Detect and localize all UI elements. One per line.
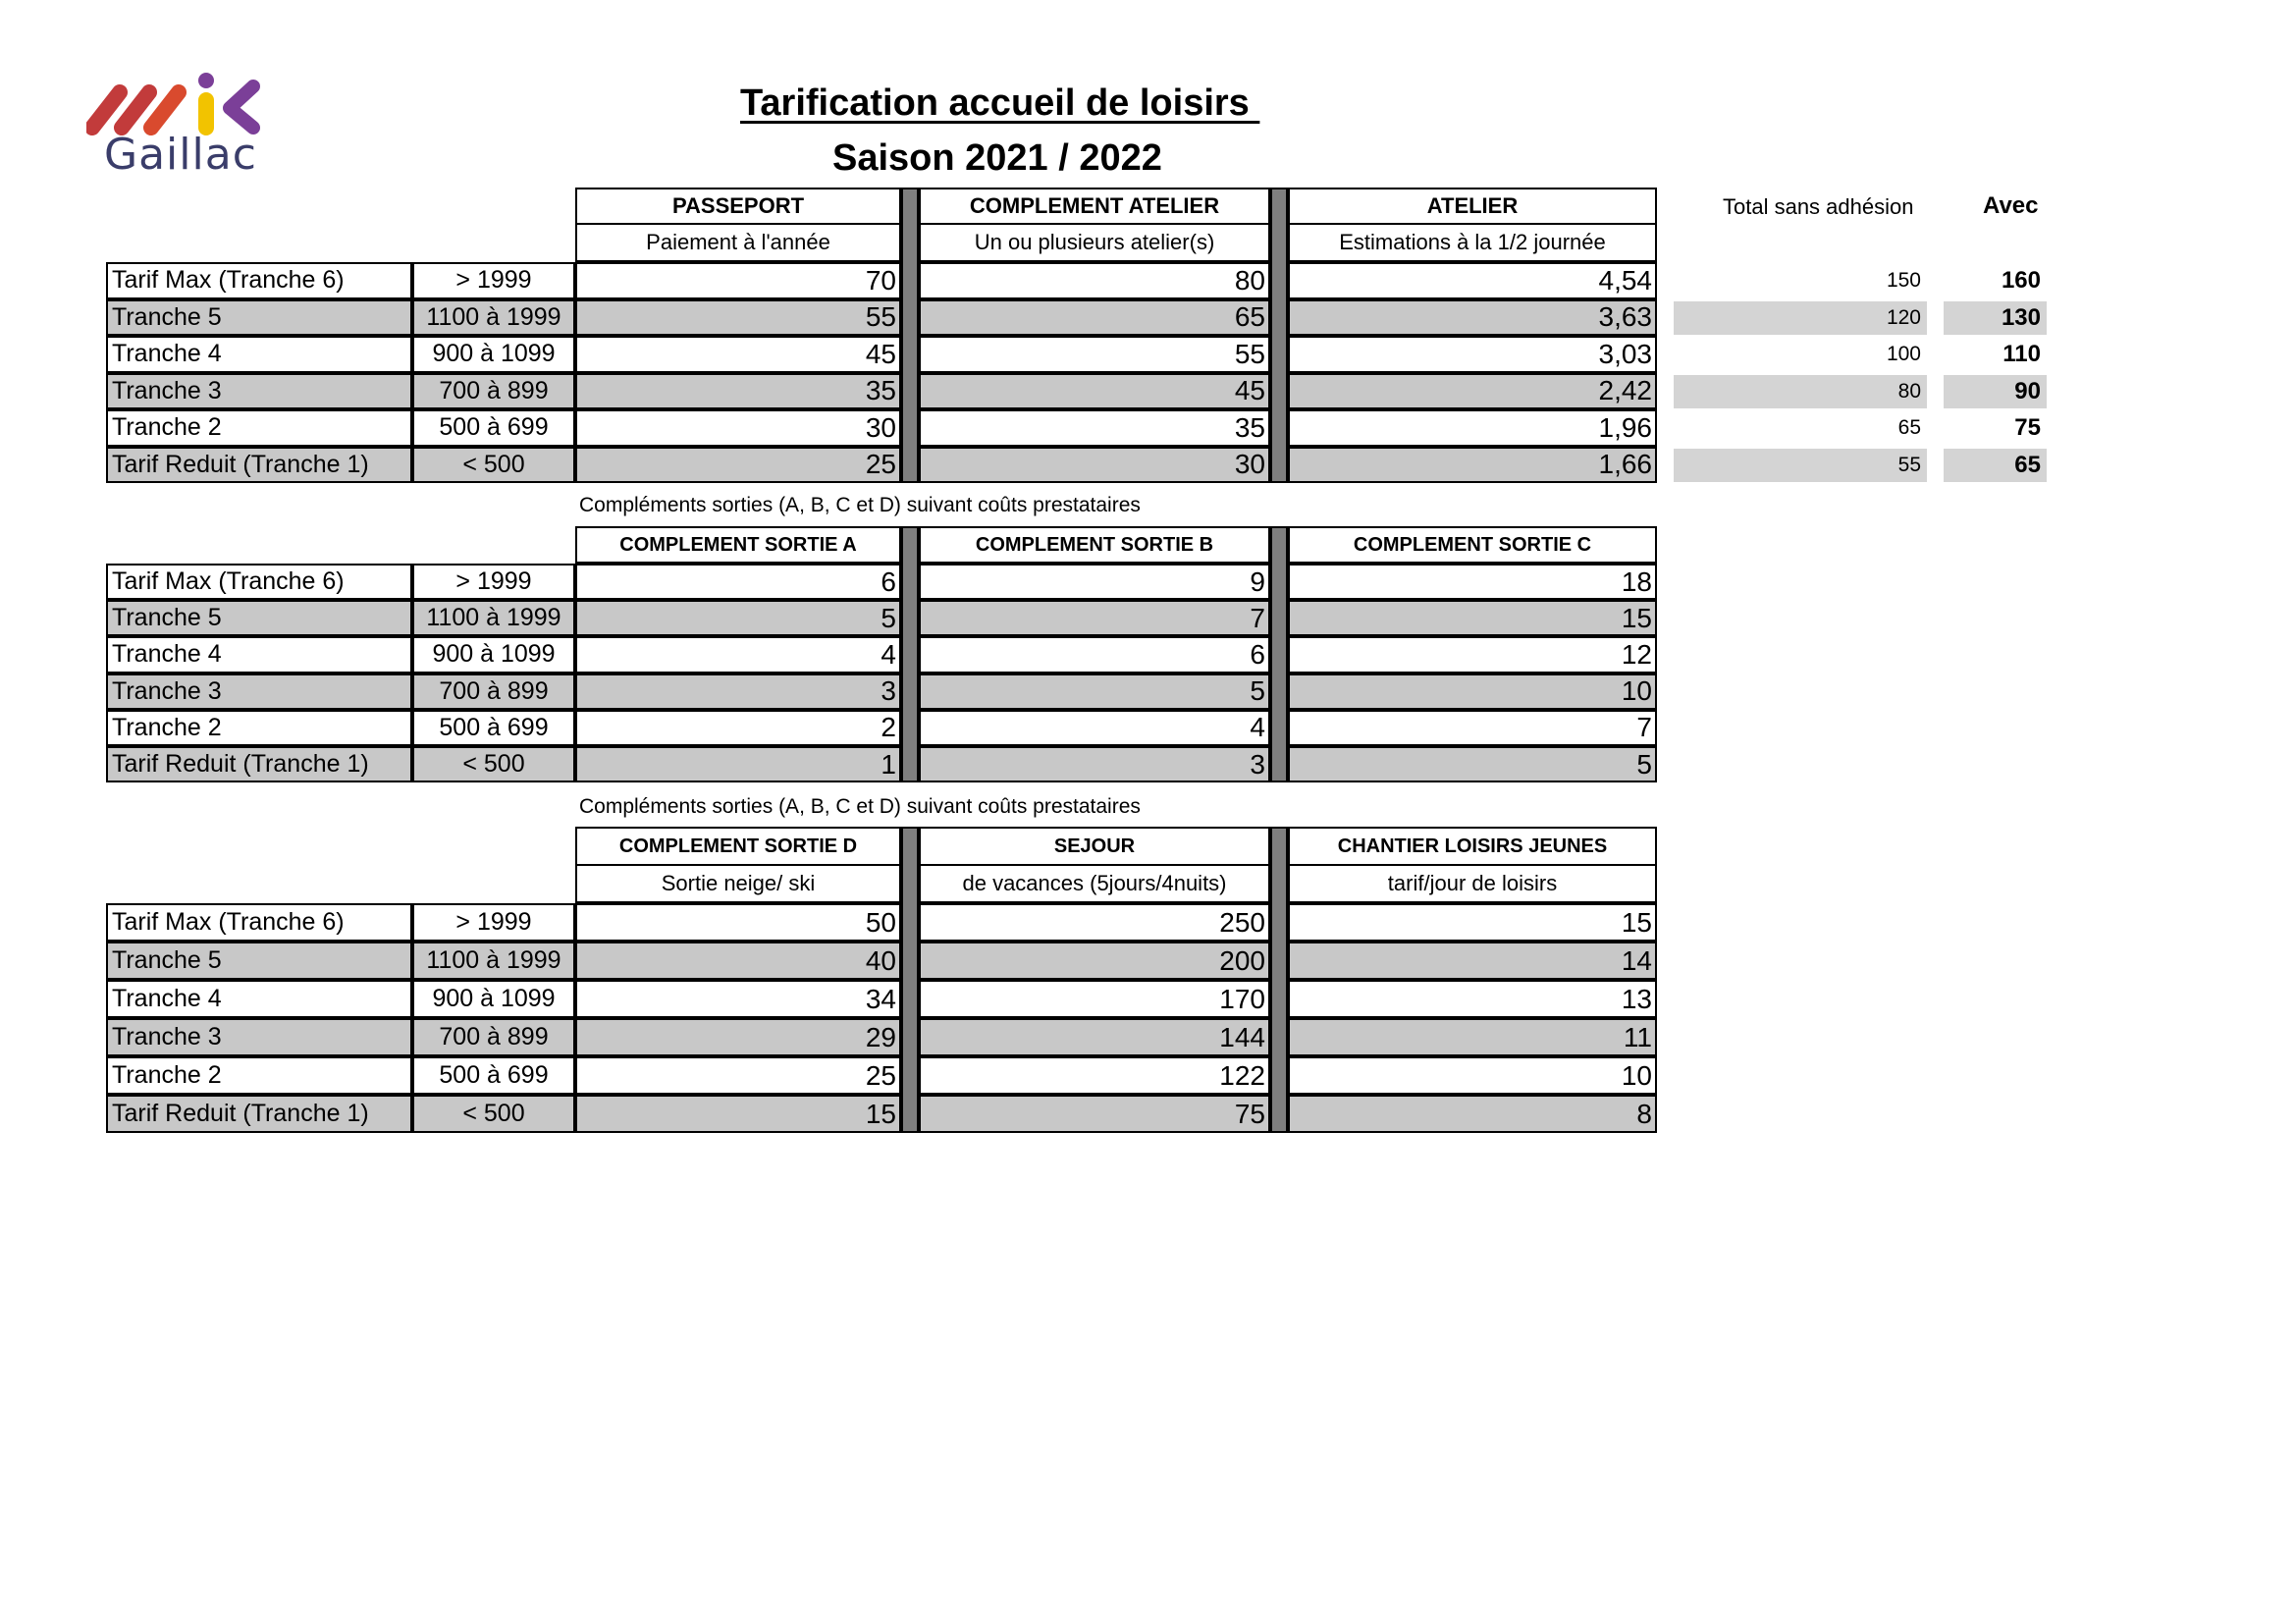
table1-row-range: > 1999 — [412, 262, 575, 299]
table3-value-cell: 10 — [1288, 1056, 1657, 1095]
avec-value: 160 — [2001, 267, 2041, 294]
table1-value-cell: 30 — [575, 409, 901, 447]
table3-value-cell: 13 — [1288, 980, 1657, 1018]
table3-header-1: COMPLEMENT SORTIE D — [575, 827, 901, 866]
table3-row-range: > 1999 — [412, 903, 575, 942]
table2-row-range: > 1999 — [412, 564, 575, 600]
table2-row-label: Tranche 3 — [106, 673, 412, 710]
table2-value-cell: 2 — [575, 710, 901, 746]
table3-value-cell: 25 — [575, 1056, 901, 1095]
total-sans-adhesion-value: 65 — [1897, 416, 1921, 439]
table2-column-separator — [1270, 526, 1288, 782]
table2-value-cell: 4 — [919, 710, 1270, 746]
table2-column-separator — [901, 526, 919, 782]
table3-value-cell: 11 — [1288, 1018, 1657, 1056]
total-sans-adhesion-value: 150 — [1886, 269, 1921, 292]
table1-header-2: COMPLEMENT ATELIER — [919, 188, 1270, 225]
table3-row-label: Tranche 5 — [106, 942, 412, 980]
table2-row-label: Tranche 5 — [106, 600, 412, 636]
total-sans-adhesion-value: 120 — [1674, 301, 1927, 335]
table1-value-cell: 4,54 — [1288, 262, 1657, 299]
avec-value: 75 — [2014, 414, 2041, 441]
table1-value-cell: 3,03 — [1288, 336, 1657, 373]
table3-value-cell: 144 — [919, 1018, 1270, 1056]
avec-value: 90 — [1944, 375, 2047, 408]
table3-row-range: < 500 — [412, 1095, 575, 1133]
table3-value-cell: 8 — [1288, 1095, 1657, 1133]
table1-header-1: PASSEPORT — [575, 188, 901, 225]
table1-row-label: Tarif Reduit (Tranche 1) — [106, 447, 412, 484]
table2-header-3: COMPLEMENT SORTIE C — [1288, 526, 1657, 564]
total-sans-adhesion-value: 100 — [1886, 343, 1921, 365]
table3-row-range: 500 à 699 — [412, 1056, 575, 1095]
table2-row-label: Tranche 2 — [106, 710, 412, 746]
table3-value-cell: 29 — [575, 1018, 901, 1056]
table2-value-cell: 18 — [1288, 564, 1657, 600]
table2-value-cell: 9 — [919, 564, 1270, 600]
table1-value-cell: 35 — [919, 409, 1270, 447]
table2-value-cell: 4 — [575, 636, 901, 673]
table3-value-cell: 14 — [1288, 942, 1657, 980]
table1-subheader-2: Un ou plusieurs atelier(s) — [919, 223, 1270, 262]
table2-value-cell: 6 — [919, 636, 1270, 673]
total-sans-adhesion-value: 55 — [1674, 449, 1927, 482]
table3-header-2: SEJOUR — [919, 827, 1270, 866]
avec-value: 110 — [2002, 341, 2041, 367]
table2-row-range: 500 à 699 — [412, 710, 575, 746]
table2-row-label: Tarif Max (Tranche 6) — [106, 564, 412, 600]
table3-subheader-2: de vacances (5jours/4nuits) — [919, 864, 1270, 903]
table1-value-cell: 80 — [919, 262, 1270, 299]
table1-row-range: 1100 à 1999 — [412, 299, 575, 337]
table1-row-range: 500 à 699 — [412, 409, 575, 447]
table1-row-label: Tranche 4 — [106, 336, 412, 373]
table1-row-range: 900 à 1099 — [412, 336, 575, 373]
table2-value-cell: 7 — [1288, 710, 1657, 746]
note-complements-2: Compléments sorties (A, B, C et D) suivant coûts prestataires — [579, 795, 1141, 818]
table2-value-cell: 15 — [1288, 600, 1657, 636]
table1-value-cell: 3,63 — [1288, 299, 1657, 337]
table2-row-range: 700 à 899 — [412, 673, 575, 710]
table1-row-label: Tranche 5 — [106, 299, 412, 337]
table2-row-range: 1100 à 1999 — [412, 600, 575, 636]
avec-header: Avec — [1983, 192, 2039, 219]
table3-row-range: 1100 à 1999 — [412, 942, 575, 980]
table2-value-cell: 5 — [919, 673, 1270, 710]
table1-value-cell: 25 — [575, 447, 901, 484]
table1-value-cell: 70 — [575, 262, 901, 299]
table2-value-cell: 10 — [1288, 673, 1657, 710]
note-complements-1: Compléments sorties (A, B, C et D) suivant coûts prestataires — [579, 494, 1141, 516]
table1-column-separator — [1270, 188, 1288, 483]
table1-value-cell: 45 — [919, 373, 1270, 410]
table3-value-cell: 75 — [919, 1095, 1270, 1133]
table3-value-cell: 250 — [919, 903, 1270, 942]
table3-subheader-1: Sortie neige/ ski — [575, 864, 901, 903]
table3-value-cell: 50 — [575, 903, 901, 942]
table2-row-label: Tarif Reduit (Tranche 1) — [106, 746, 412, 782]
table3-row-label: Tarif Max (Tranche 6) — [106, 903, 412, 942]
table1-value-cell: 2,42 — [1288, 373, 1657, 410]
table1-value-cell: 1,66 — [1288, 447, 1657, 484]
table2-value-cell: 5 — [575, 600, 901, 636]
table3-row-label: Tarif Reduit (Tranche 1) — [106, 1095, 412, 1133]
table1-column-separator — [901, 188, 919, 483]
table1-row-label: Tranche 3 — [106, 373, 412, 410]
table3-value-cell: 15 — [575, 1095, 901, 1133]
table3-subheader-3: tarif/jour de loisirs — [1288, 864, 1657, 903]
table1-value-cell: 1,96 — [1288, 409, 1657, 447]
table1-value-cell: 45 — [575, 336, 901, 373]
table1-header-3: ATELIER — [1288, 188, 1657, 225]
table2-row-range: 900 à 1099 — [412, 636, 575, 673]
table2-value-cell: 12 — [1288, 636, 1657, 673]
table2-value-cell: 3 — [575, 673, 901, 710]
table3-value-cell: 170 — [919, 980, 1270, 1018]
table3-row-range: 700 à 899 — [412, 1018, 575, 1056]
table1-row-label: Tranche 2 — [106, 409, 412, 447]
page-title: Tarification accueil de loisirs — [740, 82, 1260, 124]
page-subtitle: Saison 2021 / 2022 — [832, 137, 1162, 179]
table1-value-cell: 35 — [575, 373, 901, 410]
table1-row-range: < 500 — [412, 447, 575, 484]
table2-value-cell: 6 — [575, 564, 901, 600]
table2-header-2: COMPLEMENT SORTIE B — [919, 526, 1270, 564]
table1-row-range: 700 à 899 — [412, 373, 575, 410]
table3-row-label: Tranche 3 — [106, 1018, 412, 1056]
table3-header-3: CHANTIER LOISIRS JEUNES — [1288, 827, 1657, 866]
avec-value: 130 — [1944, 301, 2047, 335]
table2-value-cell: 7 — [919, 600, 1270, 636]
table2-row-label: Tranche 4 — [106, 636, 412, 673]
table3-row-label: Tranche 2 — [106, 1056, 412, 1095]
table3-value-cell: 15 — [1288, 903, 1657, 942]
logo-text: Gaillac — [104, 130, 257, 180]
gaillac-logo — [86, 71, 273, 181]
table3-value-cell: 34 — [575, 980, 901, 1018]
table1-value-cell: 55 — [919, 336, 1270, 373]
table2-value-cell: 3 — [919, 746, 1270, 782]
table3-row-label: Tranche 4 — [106, 980, 412, 1018]
table2-value-cell: 1 — [575, 746, 901, 782]
table3-column-separator — [901, 827, 919, 1133]
table3-value-cell: 122 — [919, 1056, 1270, 1095]
table1-subheader-3: Estimations à la 1/2 journée — [1288, 223, 1657, 262]
table1-subheader-1: Paiement à l'année — [575, 223, 901, 262]
table1-value-cell: 55 — [575, 299, 901, 337]
table3-column-separator — [1270, 827, 1288, 1133]
table2-header-1: COMPLEMENT SORTIE A — [575, 526, 901, 564]
total-sans-adhesion-value: 80 — [1674, 375, 1927, 408]
total-sans-adhesion-header: Total sans adhésion — [1723, 194, 1914, 219]
table2-row-range: < 500 — [412, 746, 575, 782]
table1-value-cell: 30 — [919, 447, 1270, 484]
table2-value-cell: 5 — [1288, 746, 1657, 782]
table3-value-cell: 40 — [575, 942, 901, 980]
avec-value: 65 — [1944, 449, 2047, 482]
table1-value-cell: 65 — [919, 299, 1270, 337]
table3-value-cell: 200 — [919, 942, 1270, 980]
table3-row-range: 900 à 1099 — [412, 980, 575, 1018]
table1-row-label: Tarif Max (Tranche 6) — [106, 262, 412, 299]
